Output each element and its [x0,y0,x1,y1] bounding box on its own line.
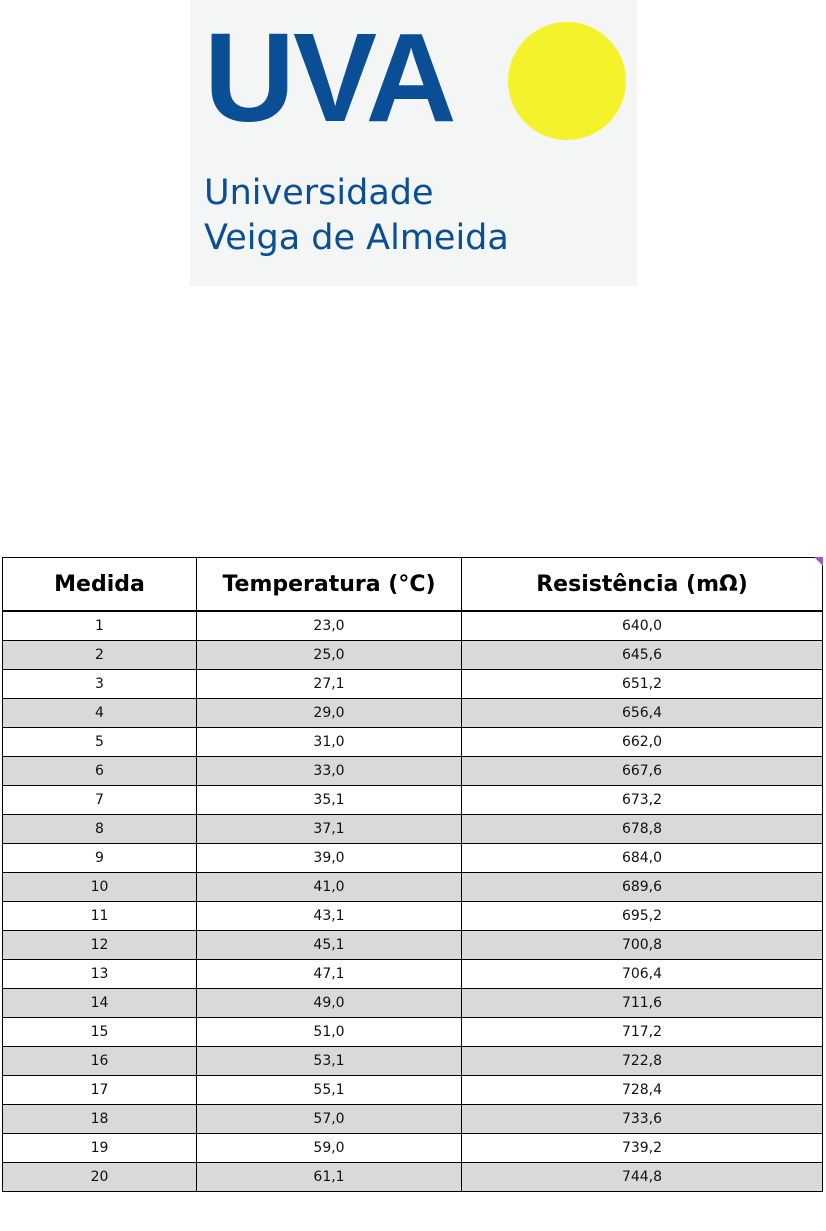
cell-resistencia: 645,6 [462,641,823,670]
cell-temperatura: 55,1 [197,1076,462,1105]
cell-temperatura: 39,0 [197,844,462,873]
cell-resistencia: 700,8 [462,931,823,960]
cell-medida: 3 [3,670,197,699]
table-row [3,757,823,786]
cell-resistencia: 689,6 [462,873,823,902]
cell-resistencia: 739,2 [462,1134,823,1163]
cell-medida: 6 [3,757,197,786]
cell-temperatura: 25,0 [197,641,462,670]
logo-name-line-2: Veiga de Almeida [204,218,509,258]
cell-temperatura: 45,1 [197,931,462,960]
cell-medida: 11 [3,902,197,931]
cell-resistencia: 717,2 [462,1018,823,1047]
cell-temperatura: 47,1 [197,960,462,989]
cell-temperatura: 53,1 [197,1047,462,1076]
logo-name-line-1: Universidade [204,173,434,213]
cell-resistencia: 656,4 [462,699,823,728]
cell-temperatura: 61,1 [197,1163,462,1192]
measurements-table [2,557,823,1192]
cell-resistencia: 673,2 [462,786,823,815]
table-row [3,844,823,873]
table-row [3,989,823,1018]
cell-resistencia: 744,8 [462,1163,823,1192]
cell-resistencia: 640,0 [462,611,823,641]
cell-medida: 2 [3,641,197,670]
cell-temperatura: 35,1 [197,786,462,815]
logo-acronym: UVA [204,7,455,148]
cell-temperatura: 43,1 [197,902,462,931]
table-row [3,902,823,931]
cell-temperatura: 37,1 [197,815,462,844]
cell-resistencia: 667,6 [462,757,823,786]
cell-temperatura: 57,0 [197,1105,462,1134]
header-medida: Medida [3,558,197,612]
header-temperatura: Temperatura (°C) [197,558,462,612]
table-row [3,786,823,815]
table-row [3,873,823,902]
cell-medida: 1 [3,611,197,641]
table-row [3,1163,823,1192]
table-row [3,611,823,641]
cell-temperatura: 31,0 [197,728,462,757]
table-row [3,699,823,728]
cell-comment-marker-icon [814,557,823,566]
table-row [3,1134,823,1163]
table-row [3,1076,823,1105]
table-body [3,611,823,1192]
logo-sun-circle [508,22,626,140]
table-header-row [3,558,823,612]
cell-resistencia: 728,4 [462,1076,823,1105]
table-row [3,931,823,960]
cell-resistencia: 662,0 [462,728,823,757]
header-resistencia: Resistência (mΩ) [462,558,823,612]
cell-resistencia: 706,4 [462,960,823,989]
cell-medida: 16 [3,1047,197,1076]
table-row [3,641,823,670]
cell-medida: 19 [3,1134,197,1163]
university-logo [190,0,637,286]
cell-medida: 7 [3,786,197,815]
table-row [3,815,823,844]
cell-resistencia: 678,8 [462,815,823,844]
cell-temperatura: 49,0 [197,989,462,1018]
cell-temperatura: 23,0 [197,611,462,641]
cell-medida: 9 [3,844,197,873]
measurements-table-container [2,557,822,1192]
cell-temperatura: 41,0 [197,873,462,902]
cell-medida: 8 [3,815,197,844]
cell-resistencia: 711,6 [462,989,823,1018]
cell-medida: 15 [3,1018,197,1047]
cell-medida: 12 [3,931,197,960]
table-row [3,670,823,699]
cell-temperatura: 33,0 [197,757,462,786]
cell-resistencia: 695,2 [462,902,823,931]
cell-temperatura: 51,0 [197,1018,462,1047]
table-row [3,960,823,989]
cell-medida: 14 [3,989,197,1018]
table-row [3,1018,823,1047]
cell-resistencia: 651,2 [462,670,823,699]
cell-medida: 18 [3,1105,197,1134]
cell-medida: 5 [3,728,197,757]
cell-temperatura: 59,0 [197,1134,462,1163]
cell-temperatura: 29,0 [197,699,462,728]
cell-medida: 20 [3,1163,197,1192]
cell-medida: 13 [3,960,197,989]
table-row [3,1047,823,1076]
cell-resistencia: 684,0 [462,844,823,873]
cell-medida: 10 [3,873,197,902]
cell-resistencia: 722,8 [462,1047,823,1076]
table-row [3,1105,823,1134]
cell-temperatura: 27,1 [197,670,462,699]
cell-resistencia: 733,6 [462,1105,823,1134]
table-row [3,728,823,757]
cell-medida: 17 [3,1076,197,1105]
cell-medida: 4 [3,699,197,728]
